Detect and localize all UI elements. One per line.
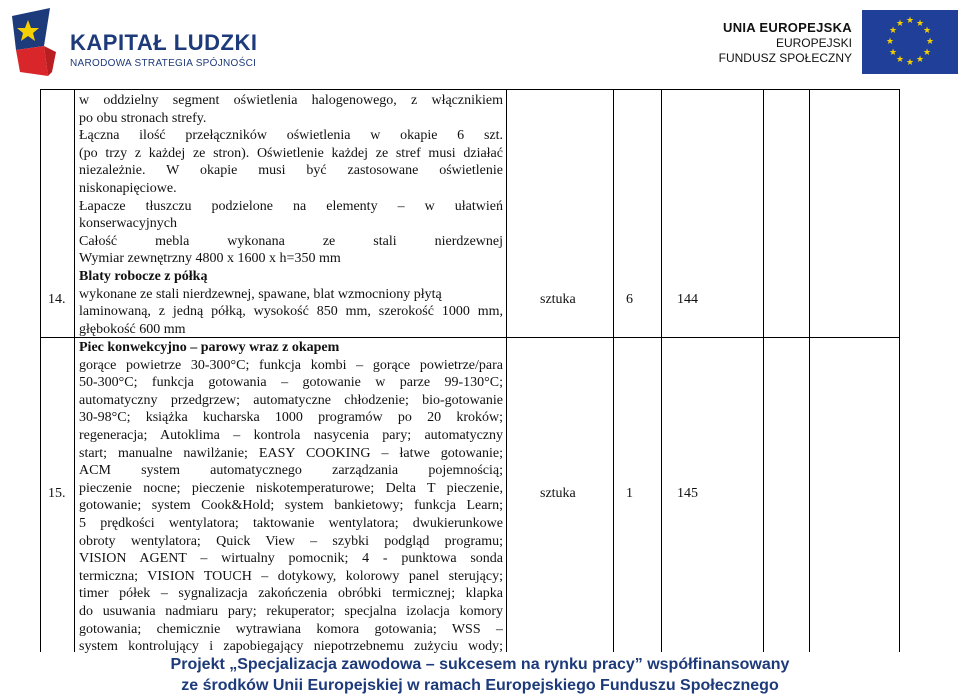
description-line: głębokość 600 mm xyxy=(79,321,186,337)
svg-text:★: ★ xyxy=(905,16,915,26)
item-title: Blaty robocze z półką xyxy=(79,268,208,284)
svg-text:★: ★ xyxy=(915,55,925,65)
unit-cell: sztuka xyxy=(540,486,576,501)
description-line: laminowaną, z jedną półką, wysokość 850 mm, szerokość 1000 mm, xyxy=(79,304,503,320)
eu-fund-line1: EUROPEJSKI xyxy=(775,36,852,50)
description-line: Łączna ilość przełączników oświetlenia w okapie 6 szt. xyxy=(79,128,503,144)
kapital-ludzki-title: KAPITAŁ LUDZKI xyxy=(70,30,258,55)
description-line: niezależnie. W okapie musi być zastosowane oświetlenie xyxy=(79,163,503,179)
description-line: 50-300°C; funkcja gotowania – gotowanie w parze 99-130°C; xyxy=(79,375,503,391)
description-line: wykonane ze stali nierdzewnej, spawane, blat wzmocniony płytą xyxy=(79,286,442,302)
svg-text:★: ★ xyxy=(885,37,895,47)
svg-text:★: ★ xyxy=(905,58,915,68)
description-line: pieczenie nocne; pieczenie niskotemperaturowe; Delta T pieczenie, xyxy=(79,480,503,496)
eu-title: UNIA EUROPEJSKA xyxy=(723,20,852,35)
description-line: automatyczny przedgrzew; automatyczne chłodzenie; bio-gotowanie xyxy=(79,392,503,408)
description-line: 5 prędkości wentylatora; taktowanie wentylatora; dwukierunkowe xyxy=(79,515,503,531)
quantity-cell: 1 xyxy=(626,486,633,501)
row-number: 14. xyxy=(48,292,66,307)
description-line: VISION AGENT – wirtualny pomocnik; 4 - punktowa sonda xyxy=(79,551,503,567)
svg-text:★: ★ xyxy=(888,26,898,36)
description-line: Wymiar zewnętrzny 4800 x 1600 x h=350 mm xyxy=(79,251,341,267)
kapital-ludzki-emblem-icon xyxy=(10,6,60,78)
kapital-ludzki-logo xyxy=(4,2,304,82)
description-line: po obu stronach strefy. xyxy=(79,110,207,126)
unit-cell: sztuka xyxy=(540,292,576,307)
item-description xyxy=(79,92,503,338)
description-line: 30-98°C; książka kucharska 1000 programów po 20 kroków; xyxy=(79,410,503,426)
row-number: 15. xyxy=(48,486,66,501)
svg-text:★: ★ xyxy=(922,48,932,58)
description-line: timer półek – sygnalizacja zakończenia obróbki termicznej; klapka xyxy=(79,586,503,602)
svg-text:★: ★ xyxy=(888,48,898,58)
svg-text:★: ★ xyxy=(895,19,905,29)
footer-line2: ze środków Unii Europejskiej w ramach Europejskiego Funduszu Społecznego xyxy=(181,677,779,694)
footer-line1: Projekt „Specjalizacja zawodowa – sukcesem na rynku pracy” współfinansowany xyxy=(170,656,790,673)
description-line: gorące powietrze 30-300°C; funkcja kombi – gorące powietrze/para xyxy=(79,357,503,373)
description-line: do usuwania nadmiaru pary; rekuperator; specjalna izolacja komory xyxy=(79,603,503,619)
item-title: Piec konwekcyjno – parowy wraz z okapem xyxy=(79,340,340,355)
description-line: gotowania; chemicznie wytrawiana komora gotowania; WSS – xyxy=(79,621,503,637)
description-line: Łapacze tłuszczu podzielone na elementy – w ułatwień xyxy=(79,198,503,214)
svg-text:★: ★ xyxy=(925,37,935,47)
svg-text:★: ★ xyxy=(895,55,905,65)
description-line: Całość mebla wykonana ze stali nierdzewnej xyxy=(79,233,503,249)
description-line: regeneracja; Autoklima – kontrola nasycenia pary; automatyczny xyxy=(79,427,503,443)
description-line: (po trzy z każdej ze stron). Oświetlenie każdej ze stref musi działać xyxy=(79,145,503,161)
description-line: konserwacyjnych xyxy=(79,216,177,232)
description-line: obroty wentylatora; Quick View – szybki podgląd programu; xyxy=(79,533,503,549)
position-number-cell: 145 xyxy=(677,486,698,501)
description-line: w oddzielny segment oświetlenia halogenowego, z włącznikiem xyxy=(79,93,503,108)
position-number-cell: 144 xyxy=(677,292,698,307)
eu-fund-line2: FUNDUSZ SPOŁECZNY xyxy=(718,51,852,65)
eu-flag-icon xyxy=(862,10,958,74)
description-line: system kontrolujący i zapobiegający niepotrzebnemu zużyciu wody; xyxy=(79,639,503,655)
svg-text:★: ★ xyxy=(922,26,932,36)
eu-logo xyxy=(700,0,960,85)
svg-text:★: ★ xyxy=(915,19,925,29)
quantity-cell: 6 xyxy=(626,292,633,307)
description-line: termiczna; VISION TOUCH – dotykowy, kolorowy panel sterujący; xyxy=(79,568,503,584)
description-line: gotowanie; system Cook&Hold; system bankietowy; funkcja Learn; xyxy=(79,498,503,514)
description-line: ACM system automatycznego zarządzania pojemnością; xyxy=(79,463,503,479)
item-description xyxy=(79,339,503,656)
description-line: niskonapięciowe. xyxy=(79,180,177,196)
description-line: start; manualne nawilżanie; EASY COOKING – łatwe gotowanie; xyxy=(79,445,503,461)
kapital-ludzki-subtitle: NARODOWA STRATEGIA SPÓJNOŚCI xyxy=(70,58,257,69)
